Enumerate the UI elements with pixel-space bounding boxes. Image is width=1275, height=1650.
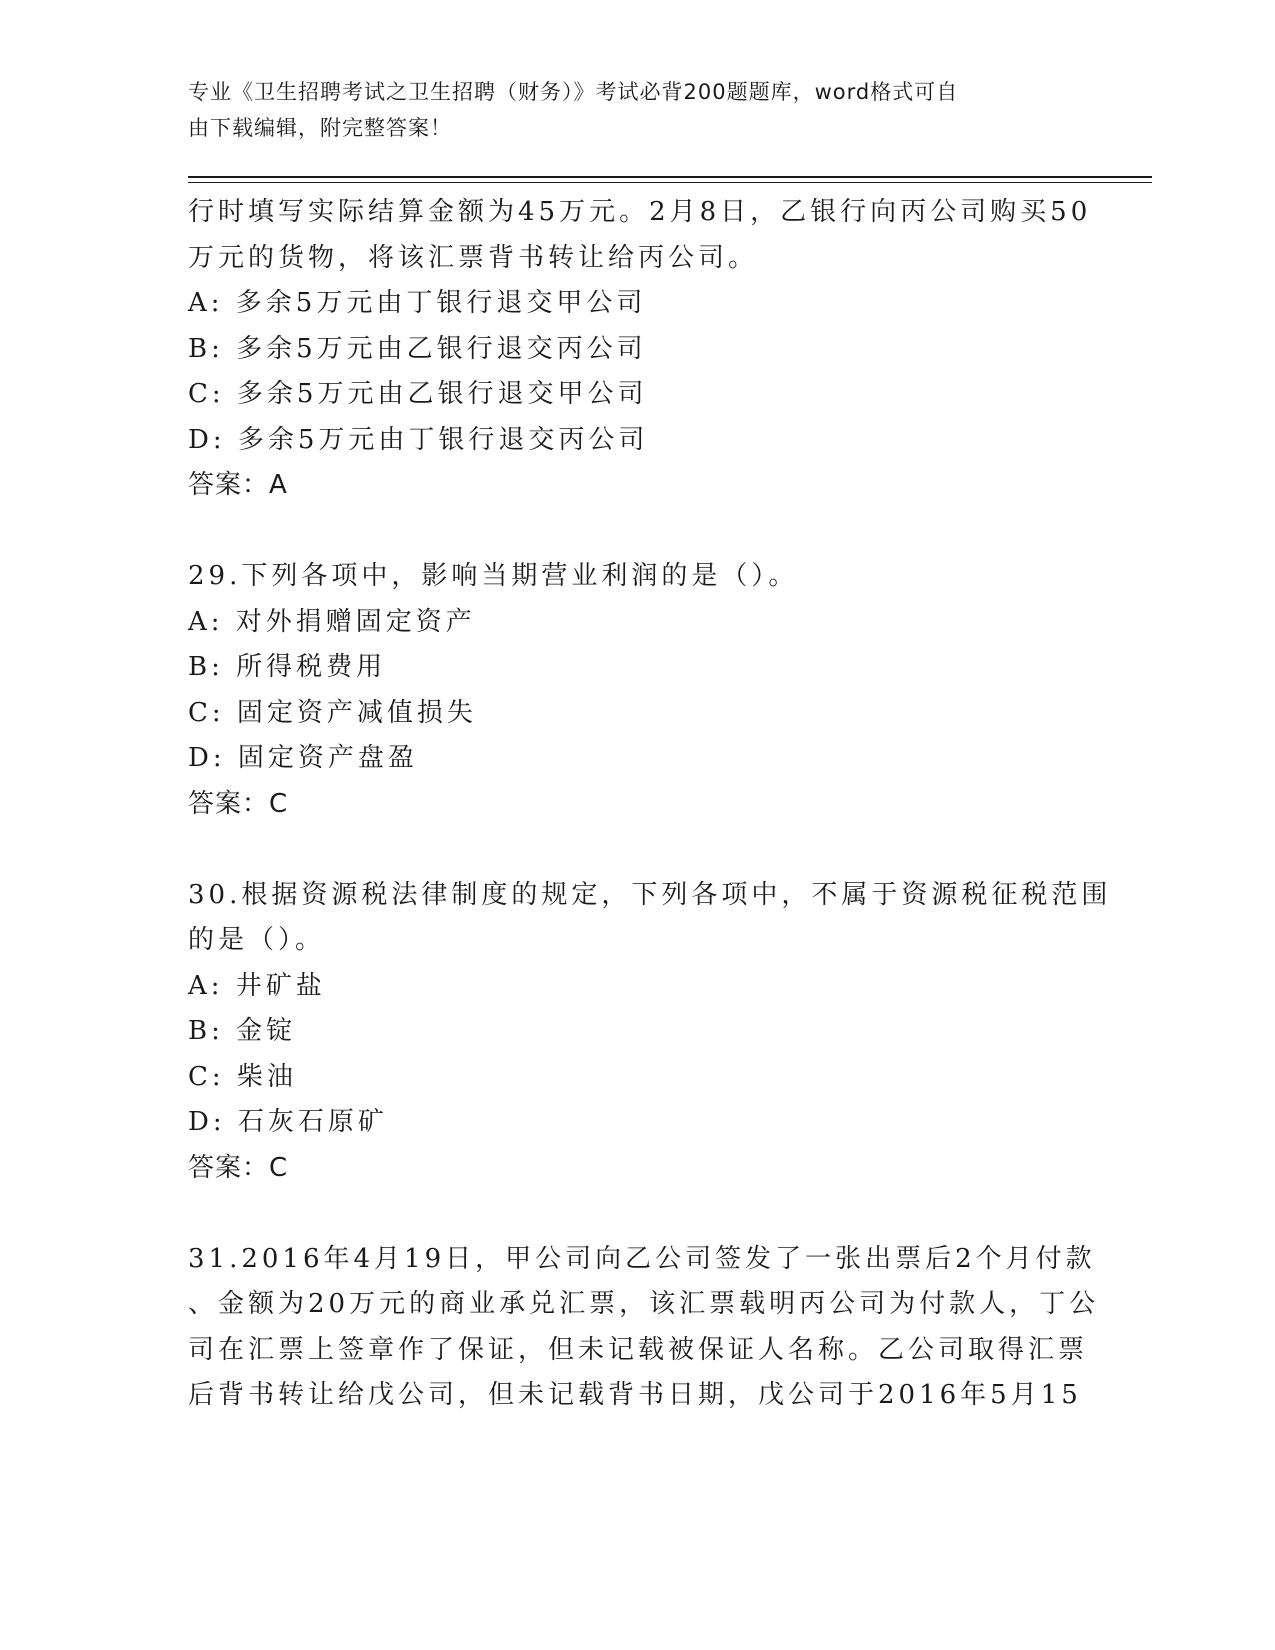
question-stem: 后背书转让给戊公司，但未记载背书日期，戊公司于2016年5月15	[188, 1380, 1082, 1410]
answer-line: 答案：C	[188, 788, 289, 819]
question-stem: 的是（）。	[188, 925, 326, 955]
question-29	[188, 554, 1088, 827]
answer-line: 答案：A	[188, 470, 288, 500]
option-a: A: 对外捐赠固定资产	[188, 606, 476, 637]
question-31	[188, 1237, 1100, 1419]
header-divider-thin	[188, 182, 1152, 183]
page-header	[188, 74, 1068, 146]
option-a: A: 多余5万元由丁银行退交甲公司	[188, 288, 647, 318]
option-d: D: 多余5万元由丁银行退交丙公司	[188, 424, 649, 455]
spacer	[188, 827, 1088, 873]
option-b: B: 多余5万元由乙银行退交丙公司	[188, 333, 647, 364]
spacer	[188, 1191, 1088, 1237]
option-c: C: 柴油	[188, 1061, 297, 1092]
spacer	[188, 509, 1088, 555]
header-title-line-2: 由下载编辑，附完整答案！	[188, 116, 452, 140]
question-28	[188, 190, 1092, 509]
option-b: B: 金锭	[188, 1016, 297, 1046]
question-text-line: 行时填写实际结算金额为45万元。2月8日，乙银行向丙公司购买50	[188, 197, 1092, 227]
question-stem: 、金额为20万元的商业承兑汇票，该汇票载明丙公司为付款人，丁公	[188, 1289, 1100, 1319]
option-c: C: 固定资产减值损失	[188, 697, 477, 728]
question-stem: 31.2016年4月19日，甲公司向乙公司签发了一张出票后2个月付款	[188, 1243, 1096, 1274]
question-content	[188, 190, 1112, 1419]
question-stem: 29.下列各项中，影响当期营业利润的是（）。	[188, 561, 799, 591]
header-title-line-1: 专业《卫生招聘考试之卫生招聘（财务）》考试必背200题题库，word格式可自	[188, 80, 959, 104]
question-stem: 30.根据资源税法律制度的规定，下列各项中，不属于资源税征税范围	[188, 879, 1112, 910]
option-c: C: 多余5万元由乙银行退交甲公司	[188, 379, 648, 409]
question-text-line: 万元的货物，将该汇票背书转让给丙公司。	[188, 242, 759, 273]
question-stem: 司在汇票上签章作了保证，但未记载被保证人名称。乙公司取得汇票	[188, 1334, 1089, 1365]
option-d: D: 石灰石原矿	[188, 1107, 388, 1137]
option-a: A: 井矿盐	[188, 970, 326, 1001]
header-divider-thick	[188, 176, 1152, 178]
option-b: B: 所得税费用	[188, 652, 387, 682]
answer-line: 答案：C	[188, 1152, 289, 1183]
option-d: D: 固定资产盘盈	[188, 743, 418, 773]
question-30	[188, 873, 1112, 1192]
